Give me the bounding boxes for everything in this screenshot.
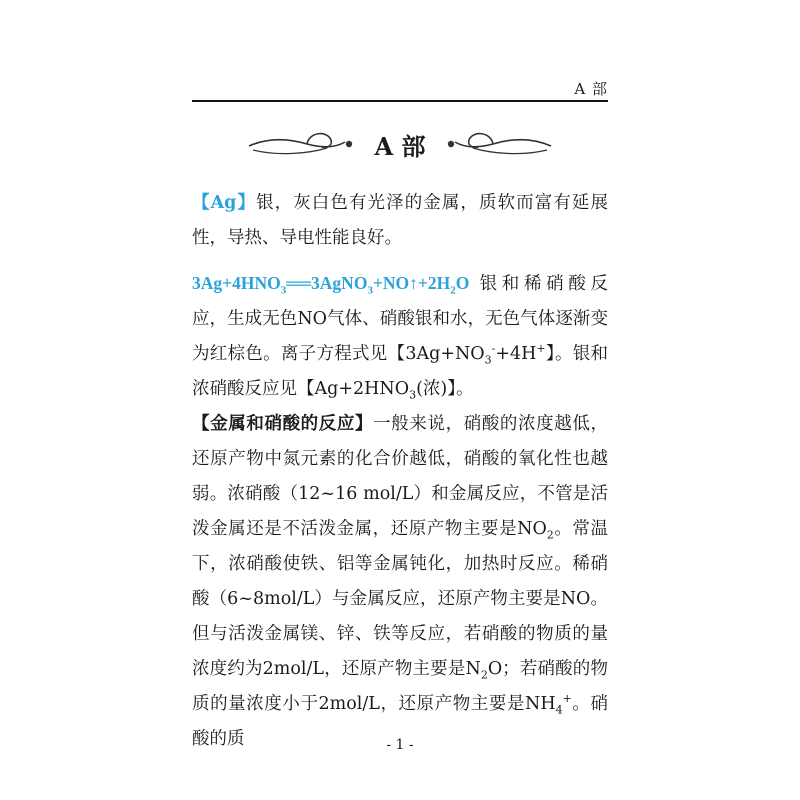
- running-head: A 部: [574, 80, 608, 98]
- paragraph-ag: [192, 186, 608, 256]
- paragraph-metal-nitric: 【金属和硝酸的反应】一般来说，硝酸的浓度越低，还原产物中氮元素的化合价越低，硝酸的氧化性也越弱。浓硝酸（12~16 mol/L）和金属反应，不管是活泼金属还是不活泼金属，还原产物主要是$NO_2$。常温下，浓硝酸使铁、铝等金属钝化，加热时反应。稀硝酸（6~8mol/L）与金属反应，还原产物主要是NO。但与活泼金属镁、锌、铁等反应，若硝酸的物质的量浓度约为2mol/L，还原产物主要是$N_2O$；若硝酸的物质的量浓度小于2mol/L，还原产物主要是$NH_4^+$。硝酸的质: [192, 414, 609, 749]
- chapter-heading: [240, 120, 560, 168]
- term-metal-nitric: 【金属和硝酸的反应】: [192, 414, 374, 434]
- body-text: [192, 186, 608, 757]
- header-rule: [192, 100, 608, 102]
- term-ag: 【Ag】: [192, 193, 257, 213]
- left-flourish-ornament: [247, 124, 357, 164]
- chapter-title: A 部: [374, 131, 426, 161]
- page-number: - 1 -: [386, 737, 414, 753]
- chemical-equation: $3Ag+4HNO_3══3AgNO_3+NO↑+2H_2O$: [192, 273, 470, 297]
- paragraph-ag-nitric-text: 银和稀硝酸反应，生成无色NO气体、硝酸银和水，无色气体逐渐变为红棕色。离子方程式见【$3Ag+NO_3^-+4H^+$】。银和浓硝酸反应见【$Ag+2HNO_3$(浓)】。: [192, 274, 609, 402]
- paragraph-ag-nitric: [192, 266, 608, 407]
- right-flourish-ornament: [443, 124, 553, 164]
- paragraph-ag-text: 银，灰白色有光泽的金属，质软而富有延展性，导热、导电性能良好。: [192, 193, 608, 248]
